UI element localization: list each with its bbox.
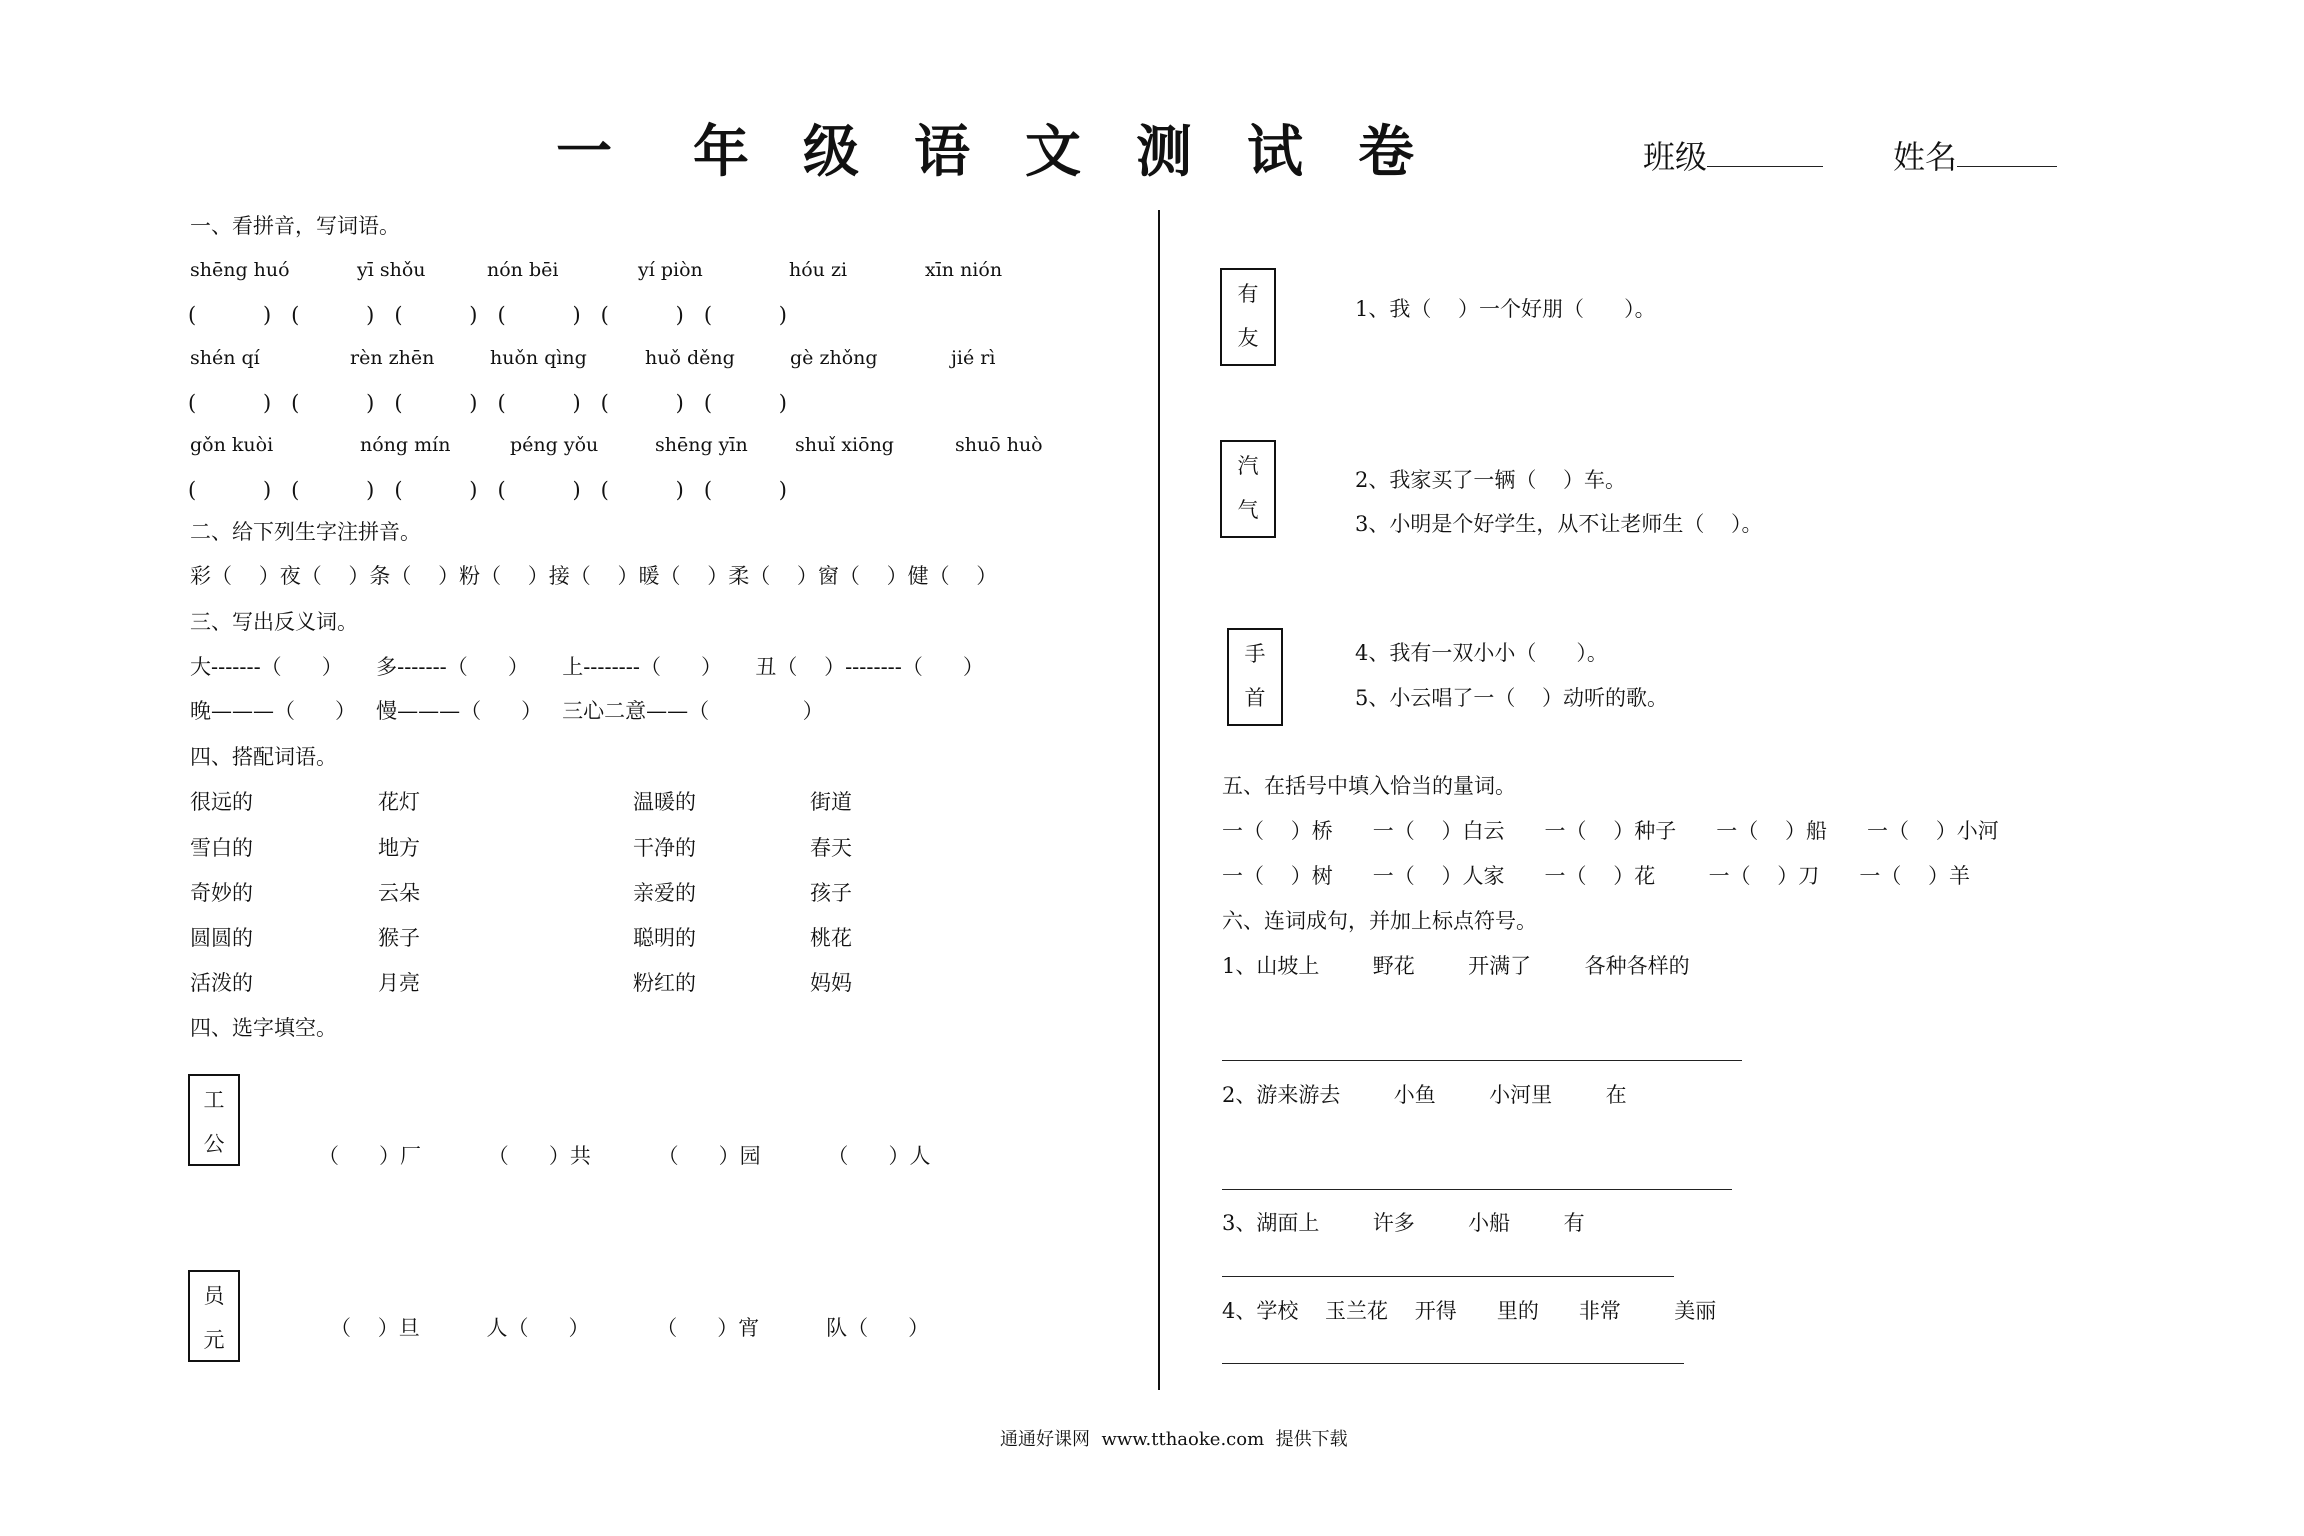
name-label: 姓名 <box>1893 138 1958 176</box>
title-char: 测 <box>1136 119 1192 185</box>
fill-line[interactable]: （ ）旦 人（ ） （ ）宵 队（ ） <box>330 1316 930 1340</box>
choice-char: 首 <box>1244 686 1266 710</box>
match-word: 干净的 <box>633 836 696 860</box>
match-word: 街道 <box>810 790 852 814</box>
match-word: 活泼的 <box>190 971 253 995</box>
pinyin: jié rì <box>951 347 996 369</box>
choice-char: 汽 <box>1237 454 1259 478</box>
sentence-words: 2、游来游去 小鱼 小河里 在 <box>1222 1083 1627 1107</box>
answer-blanks[interactable]: ( ) ( ) ( ) ( ) ( ) ( ) <box>188 478 787 502</box>
sentence-words: 3、湖面上 许多 小船 有 <box>1222 1211 1585 1235</box>
char-choice-box <box>1220 268 1276 366</box>
choice-char: 工 <box>203 1088 225 1112</box>
match-word: 月亮 <box>378 971 420 995</box>
title-char: 级 <box>803 119 859 185</box>
answer-line[interactable] <box>1222 1189 1732 1190</box>
section-5-right-title: 五、在括号中填入恰当的量词。 <box>1222 774 1516 798</box>
match-word: 粉红的 <box>633 971 696 995</box>
name-blank[interactable] <box>1957 166 2057 167</box>
choice-char: 手 <box>1244 642 1266 666</box>
title-char: 文 <box>1025 119 1081 185</box>
pinyin: xīn nión <box>925 259 1003 281</box>
fill-line[interactable]: （ ）厂 （ ）共 （ ）园 （ ）人 <box>318 1144 931 1168</box>
pinyin: shēng yīn <box>655 434 748 456</box>
match-word: 春天 <box>810 836 852 860</box>
pinyin: huǒ děng <box>645 347 735 369</box>
question[interactable]: 1、我（ ）一个好朋（ ）。 <box>1355 297 1656 321</box>
match-word: 云朵 <box>378 881 420 905</box>
answer-blanks[interactable]: ( ) ( ) ( ) ( ) ( ) ( ) <box>188 391 787 415</box>
section-2-line[interactable]: 彩（ ）夜（ ）条（ ）粉（ ）接（ ）暖（ ）柔（ ）窗（ ）健（ ） <box>190 564 998 588</box>
title-char: 年 <box>693 119 749 185</box>
char-choice-box <box>1220 440 1276 538</box>
choice-char: 有 <box>1237 282 1259 306</box>
pinyin: nóng mín <box>360 434 451 456</box>
measure-word-line-1[interactable]: 一（ ）桥 一（ ）白云 一（ ）种子 一（ ）船 一（ ）小河 <box>1222 819 1999 843</box>
title-char: 卷 <box>1358 119 1414 185</box>
pinyin: gè zhǒng <box>790 347 878 369</box>
answer-blanks[interactable]: ( ) ( ) ( ) ( ) ( ) ( ) <box>188 303 787 327</box>
match-word: 很远的 <box>190 790 253 814</box>
pinyin: yí piòn <box>638 259 703 281</box>
char-choice-box <box>1227 628 1283 726</box>
match-word: 地方 <box>378 836 420 860</box>
pinyin: nón bēi <box>487 259 559 281</box>
title-char: 试 <box>1247 119 1303 185</box>
pinyin: rèn zhēn <box>350 347 435 369</box>
pinyin: shuǐ xiōng <box>795 434 894 456</box>
pinyin: huǒn qìng <box>490 347 587 369</box>
class-blank[interactable] <box>1707 166 1823 167</box>
pinyin: shēng huó <box>190 259 290 281</box>
match-word: 桃花 <box>810 926 852 950</box>
match-word: 花灯 <box>378 790 420 814</box>
match-word: 聪明的 <box>633 926 696 950</box>
answer-line[interactable] <box>1222 1363 1684 1364</box>
measure-word-line-2[interactable]: 一（ ）树 一（ ）人家 一（ ）花 一（ ）刀 一（ ）羊 <box>1222 864 1971 888</box>
section-5-title: 四、选字填空。 <box>190 1016 337 1040</box>
section-1-title: 一、看拼音，写词语。 <box>190 214 400 238</box>
choice-char: 气 <box>1237 498 1259 522</box>
choice-char: 友 <box>1237 326 1259 350</box>
answer-line[interactable] <box>1222 1276 1674 1277</box>
choice-char: 公 <box>203 1132 225 1156</box>
choice-char: 元 <box>203 1328 225 1352</box>
title-char: 语 <box>914 119 970 185</box>
section-3-line-2[interactable]: 晚———（ ） 慢———（ ） 三心二意——（ ） <box>190 699 824 723</box>
section-3-line-1[interactable]: 大-------（ ） 多-------（ ） 上--------（ ） 丑（ ）--------（ ） <box>190 655 984 679</box>
pinyin: shén qí <box>190 347 260 369</box>
match-word: 圆圆的 <box>190 926 253 950</box>
title-char: 一 <box>556 119 612 185</box>
match-word: 孩子 <box>810 881 852 905</box>
question[interactable]: 5、小云唱了一（ ）动听的歌。 <box>1355 686 1669 710</box>
match-word: 猴子 <box>378 926 420 950</box>
pinyin: péng yǒu <box>510 434 599 456</box>
column-divider <box>1158 210 1160 1390</box>
char-choice-box <box>188 1270 240 1362</box>
match-word: 雪白的 <box>190 836 253 860</box>
pinyin: gǒn kuòi <box>190 434 274 456</box>
char-choice-box <box>188 1074 240 1166</box>
pinyin: hóu zi <box>789 259 848 281</box>
section-3-title: 三、写出反义词。 <box>190 610 358 634</box>
class-label: 班级 <box>1643 138 1708 176</box>
pinyin: shuō huò <box>955 434 1043 456</box>
match-word: 妈妈 <box>810 971 852 995</box>
pinyin: yī shǒu <box>357 259 426 281</box>
section-4-title: 四、搭配词语。 <box>190 745 337 769</box>
sentence-words: 4、学校 玉兰花 开得 里的 非常 美丽 <box>1222 1299 1717 1323</box>
sentence-words: 1、山坡上 野花 开满了 各种各样的 <box>1222 954 1690 978</box>
section-2-title: 二、给下列生字注拼音。 <box>190 520 421 544</box>
match-word: 亲爱的 <box>633 881 696 905</box>
answer-line[interactable] <box>1222 1060 1742 1061</box>
section-6-title: 六、连词成句，并加上标点符号。 <box>1222 909 1537 933</box>
match-word: 奇妙的 <box>190 881 253 905</box>
question[interactable]: 3、小明是个好学生，从不让老师生（ ）。 <box>1355 512 1763 536</box>
choice-char: 员 <box>203 1284 225 1308</box>
question[interactable]: 4、我有一双小小（ ）。 <box>1355 641 1608 665</box>
footer-note: 通通好课网 www.tthaoke.com 提供下载 <box>1000 1429 1348 1450</box>
question[interactable]: 2、我家买了一辆（ ）车。 <box>1355 468 1627 492</box>
match-word: 温暖的 <box>633 790 696 814</box>
